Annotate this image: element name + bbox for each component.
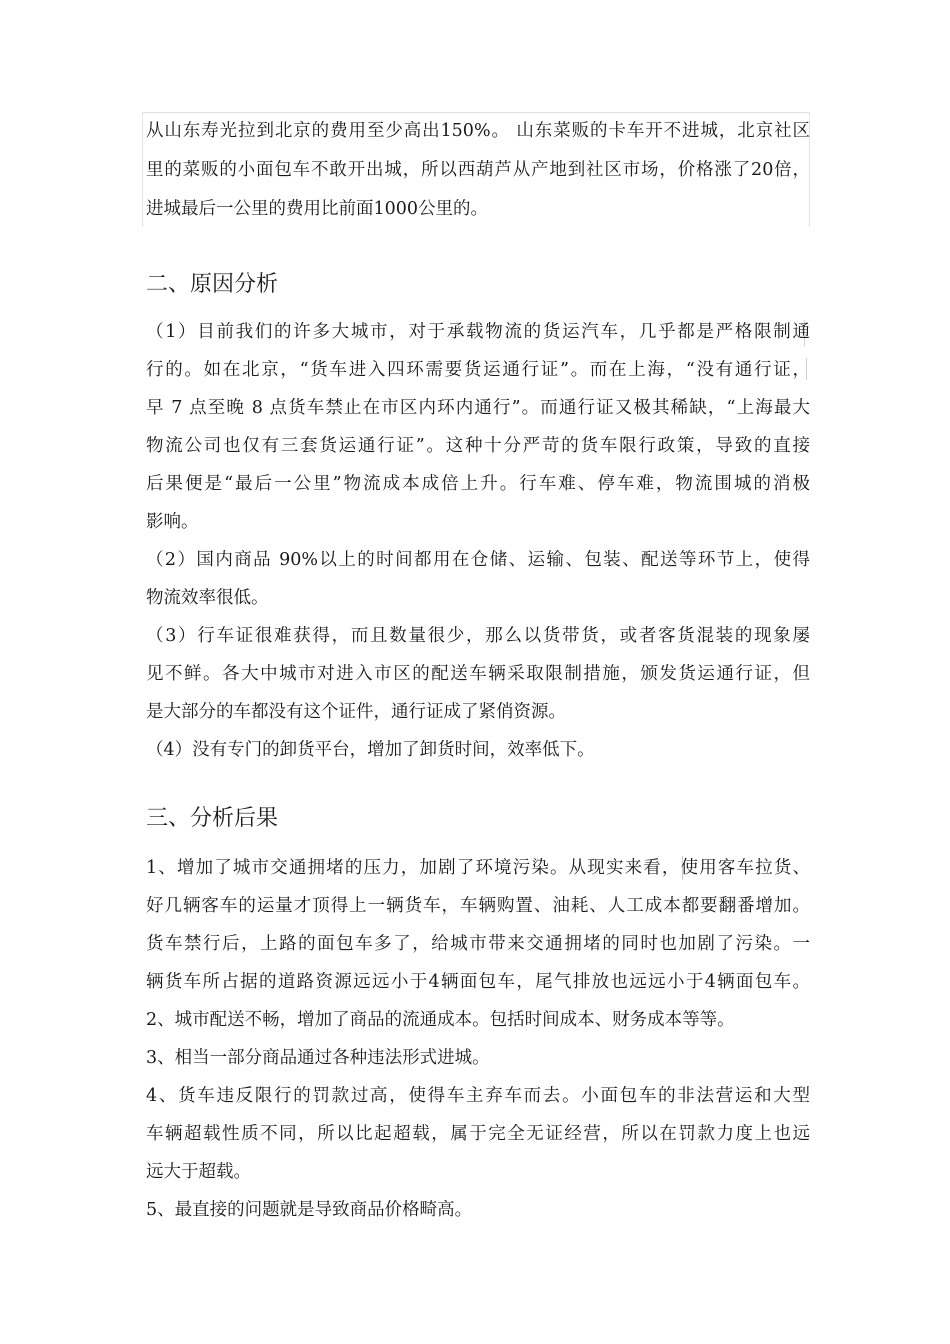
section3-title: 三、分析后果 bbox=[146, 806, 279, 831]
section2-line-6: 影响。 bbox=[146, 512, 199, 532]
section2-line-9: （3）行车证很难获得，而且数量很少，那么以货带货，或者客货混装的现象屡 bbox=[146, 626, 810, 646]
section3-line-6: 3、相当一部分商品通过各种违法形式进城。 bbox=[146, 1048, 490, 1068]
section2-line-10: 见不鲜。各大中城市对进入市区的配送车辆采取限制措施，颁发货运通行证，但 bbox=[146, 664, 810, 684]
section2-line-1: （1）目前我们的许多大城市，对于承载物流的货运汽车，几乎都是严格限制通 bbox=[146, 322, 810, 342]
section2-line-3: 早 7 点至晚 8 点货车禁止在市区内环内通行”。而通行证又极其稀缺，“上海最大 bbox=[146, 398, 810, 418]
intro-line-2: 里的菜贩的小面包车不敢开出城，所以西葫芦从产地到社区市场，价格涨了20倍， bbox=[146, 160, 810, 180]
section3-line-1: 1、增加了城市交通拥堵的压力，加剧了环境污染。从现实来看，使用客车拉货、 bbox=[146, 858, 810, 878]
section2-line-8: 物流效率很低。 bbox=[146, 588, 269, 608]
section2-line-11: 是大部分的车都没有这个证件，通行证成了紧俏资源。 bbox=[146, 702, 566, 722]
section3-line-7: 4、货车违反限行的罚款过高，使得车主弃车而去。小面包车的非法营运和大型 bbox=[146, 1086, 810, 1106]
section2-line-12: （4）没有专门的卸货平台，增加了卸货时间，效率低下。 bbox=[146, 740, 595, 760]
section2-title: 二、原因分析 bbox=[146, 272, 279, 297]
intro-line-1: 从山东寿光拉到北京的费用至少高出150%。 山东菜贩的卡车开不进城，北京社区 bbox=[146, 121, 810, 141]
section2-line-7: （2）国内商品 90%以上的时间都用在仓储、运输、包装、配送等环节上，使得 bbox=[146, 550, 810, 570]
section3-line-8: 车辆超载性质不同，所以比起超载，属于完全无证经营，所以在罚款力度上也远 bbox=[146, 1124, 810, 1144]
section2-line-5: 后果便是“最后一公里”物流成本成倍上升。行车难、停车难，物流围城的消极 bbox=[146, 474, 810, 494]
section3-line-3: 货车禁行后，上路的面包车多了，给城市带来交通拥堵的同时也加剧了污染。一 bbox=[146, 934, 810, 954]
section3-line-2: 好几辆客车的运量才顶得上一辆货车，车辆购置、油耗、人工成本都要翻番增加。 bbox=[146, 896, 810, 916]
section3-line-5: 2、城市配送不畅，增加了商品的流通成本。包括时间成本、财务成本等等。 bbox=[146, 1010, 735, 1030]
section2-line-4: 物流公司也仅有三套货运通行证”。这种十分严苛的货车限行政策，导致的直接 bbox=[146, 436, 810, 456]
section3-line-4: 辆货车所占据的道路资源远远小于4辆面包车，尾气排放也远远小于4辆面包车。 bbox=[146, 972, 810, 992]
section2-line-2: 行的。如在北京，“货车进入四环需要货运通行证”。而在上海，“没有通行证， bbox=[146, 360, 810, 380]
intro-line-3: 进城最后一公里的费用比前面1000公里的。 bbox=[146, 199, 489, 219]
section3-line-9: 远大于超载。 bbox=[146, 1162, 251, 1182]
section3-line-10: 5、最直接的问题就是导致商品价格畸高。 bbox=[146, 1200, 473, 1220]
